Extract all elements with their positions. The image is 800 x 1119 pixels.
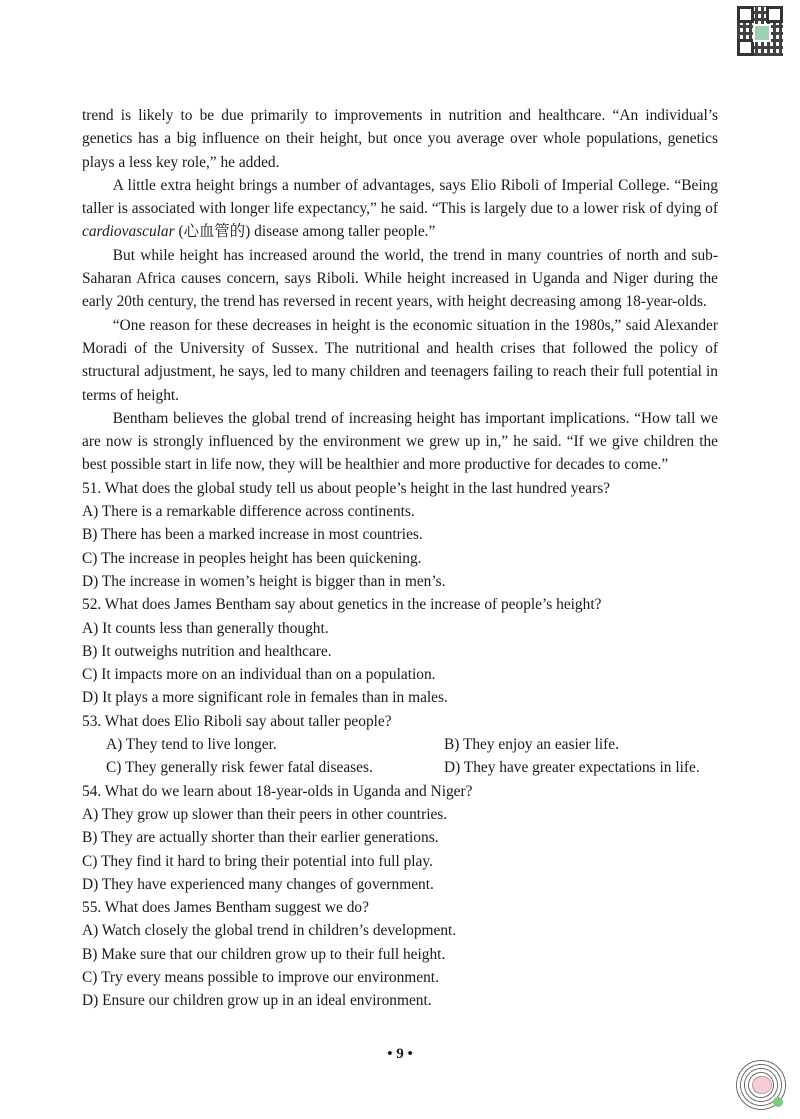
wechat-logo-icon [773, 1097, 783, 1107]
qr-finder-marker [737, 39, 754, 56]
option-b: B) They enjoy an easier life. [444, 736, 619, 754]
question-53 [82, 710, 718, 780]
option-c: C) The increase in peoples height has been quickening. [82, 549, 422, 567]
question-stem: 51. What does the global study tell us about people’s height in the last hundred years? [82, 479, 611, 497]
option-a: A) They tend to live longer. [106, 736, 277, 754]
question-stem: 52. What does James Bentham say about genetics in the increase of people’s height? [82, 596, 602, 614]
paragraph-2-text-before: A little extra height brings a number of advantages, says Elio Riboli of Imperial College. “Being taller is associated with longer life expectancy,” he said. “This is largely due to a lower risk of dying of [82, 176, 718, 218]
option-d: D) They have experienced many changes of government. [82, 875, 434, 893]
term-cardiovascular: cardiovascular [82, 223, 175, 241]
qr-finder-marker [737, 6, 754, 23]
option-a: A) Watch closely the global trend in children’s development. [82, 922, 457, 940]
option-a: A) There is a remarkable difference across continents. [82, 503, 415, 521]
question-stem: 55. What does James Bentham suggest we do? [82, 899, 369, 917]
passage-paragraph-5: Bentham believes the global trend of increasing height has important implications. “How tall we are now is strongly influenced by the environment we grew up in,” he said. “If we give children the best possible start in life now, they will be healthier and more productive for decades to come.” [82, 409, 718, 474]
option-d: D) The increase in women’s height is bigger than in men’s. [82, 572, 446, 590]
chinese-gloss: (心血管的) [174, 223, 255, 241]
paragraph-2-text-after: disease among taller people.” [254, 223, 436, 241]
option-d: D) They have greater expectations in life. [444, 759, 700, 777]
option-row [106, 733, 718, 756]
passage-paragraph-4: “One reason for these decreases in height is the economic situation in the 1980s,” said Alexander Moradi of the University of Sussex. The nutritional and health crises that followed the policy of structural adjustment, he says, led to many children and teenagers failing to reach their full potential in terms of height. [82, 316, 718, 404]
page-content [82, 104, 718, 1013]
option-b: B) There has been a marked increase in most countries. [82, 526, 423, 544]
option-d: D) Ensure our children grow up in an ideal environment. [82, 992, 432, 1010]
pig-mascot-icon [752, 1076, 772, 1094]
passage-paragraph-2 [82, 174, 718, 244]
question-stem: 53. What does Elio Riboli say about taller people? [82, 712, 392, 730]
option-c: C) Try every means possible to improve our environment. [82, 968, 439, 986]
option-c: C) They generally risk fewer fatal diseases. [106, 759, 373, 777]
option-c: C) It impacts more on an individual than on a population. [82, 666, 436, 684]
option-b: B) It outweighs nutrition and healthcare. [82, 642, 332, 660]
question-51 [82, 477, 718, 593]
passage-paragraph-3: But while height has increased around the world, the trend in many countries of north and sub-Saharan Africa causes concern, says Riboli. While height increased in Uganda and Niger during the early 20th century, the trend has reversed in recent years, with height decreasing among 18-year-olds. [82, 246, 718, 311]
question-54 [82, 780, 718, 896]
option-a: A) They grow up slower than their peers in other countries. [82, 805, 448, 823]
option-b: B) Make sure that our children grow up to their full height. [82, 945, 446, 963]
qr-logo-icon [753, 24, 771, 42]
question-stem: 54. What do we learn about 18-year-olds in Uganda and Niger? [82, 782, 473, 800]
option-c: C) They find it hard to bring their potential into full play. [82, 852, 433, 870]
qr-code-icon [737, 6, 783, 56]
option-b: B) They are actually shorter than their earlier generations. [82, 829, 439, 847]
option-row [106, 756, 718, 779]
qr-finder-marker [766, 6, 783, 23]
question-52 [82, 593, 718, 709]
page-number: • 9 • [387, 1046, 413, 1062]
mini-program-code-icon [735, 1059, 787, 1111]
question-55 [82, 896, 718, 1012]
passage-paragraph-1: trend is likely to be due primarily to improvements in nutrition and healthcare. “An individual’s genetics has a big influence on their height, but once you average over whole populations, genetics plays a less key role,” he added. [82, 107, 718, 171]
option-d: D) It plays a more significant role in females than in males. [82, 689, 448, 707]
option-a: A) It counts less than generally thought. [82, 619, 329, 637]
